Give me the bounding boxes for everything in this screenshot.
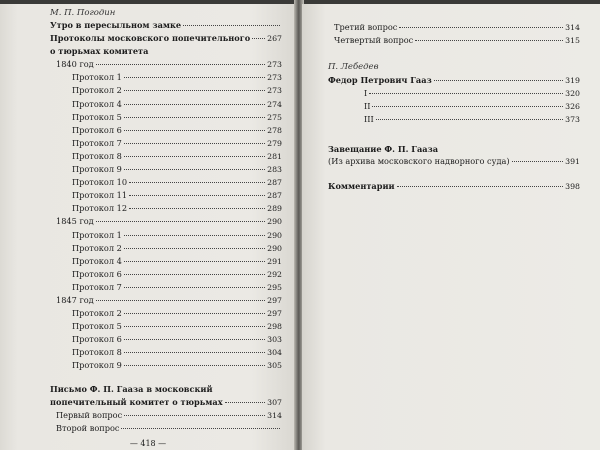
dot-leader: [124, 261, 265, 262]
toc-entry: [50, 321, 282, 334]
dot-leader: [124, 326, 265, 327]
toc-entry-page: 289: [267, 204, 282, 214]
toc-entry: [50, 308, 282, 321]
dot-leader: [372, 106, 563, 107]
toc-entry-text: Протокол 4: [72, 255, 122, 266]
toc-entry: [328, 75, 580, 88]
toc-entry-page: 303: [267, 335, 282, 345]
dot-leader: [129, 182, 265, 183]
toc-entry: [50, 177, 282, 190]
dot-leader: [252, 38, 265, 39]
toc-entry-page: 290: [267, 243, 282, 253]
toc-entry: [50, 33, 282, 46]
dot-leader: [124, 248, 265, 249]
toc-entry: [50, 423, 282, 436]
dot-leader: [399, 27, 563, 28]
dot-leader: [124, 313, 265, 314]
toc-entry-text: Протокол 2: [72, 308, 122, 319]
toc-entry-text: Протокол 6: [72, 268, 122, 279]
toc-entry-page: 304: [267, 348, 282, 358]
toc-entry-page: 297: [267, 295, 282, 305]
toc-entry: [50, 112, 282, 125]
toc-entry: [50, 99, 282, 112]
toc-entry: [50, 256, 282, 269]
dot-leader: [376, 119, 563, 120]
toc-entry-text: Протокол 9: [72, 360, 122, 371]
toc-entry-page: 275: [267, 112, 282, 122]
toc-entry-comments: [328, 181, 580, 194]
toc-entry: [50, 243, 282, 256]
toc-entry-text: I: [364, 88, 368, 99]
toc-entry-page: 283: [267, 165, 282, 175]
toc-entry-page: 279: [267, 138, 282, 148]
dot-leader: [129, 208, 265, 209]
dot-leader: [124, 339, 265, 340]
toc-entry-text: Третий вопрос: [334, 22, 398, 32]
toc-entry-text: Протокол 2: [72, 242, 122, 253]
toc-entry: [50, 230, 282, 243]
toc-entry-text: Протокол 7: [72, 137, 122, 148]
dot-leader: [512, 161, 564, 162]
toc-entry: [50, 72, 282, 85]
toc-list-questions: [328, 22, 580, 48]
dot-leader: [415, 40, 563, 41]
toc-entry: [50, 397, 282, 410]
author-pogodin: М. П. Погодин: [50, 8, 116, 18]
dot-leader: [124, 104, 265, 105]
toc-entry-page: 290: [267, 217, 282, 227]
toc-entry-page: 297: [267, 309, 282, 319]
toc-entry: [50, 138, 282, 151]
toc-entry-page: 391: [565, 156, 580, 166]
toc-list-haaz: [328, 75, 580, 127]
toc-entry: [50, 360, 282, 373]
toc-entry-text: Протоколы московского попечительного: [50, 33, 251, 44]
toc-list-pogodin: [50, 20, 282, 374]
dot-leader: [96, 300, 265, 301]
toc-entry-page: 295: [267, 282, 282, 292]
dot-leader: [124, 274, 265, 275]
page-number: — 418 —: [129, 439, 167, 448]
toc-entry: [328, 114, 580, 127]
toc-entry-text: Протокол 6: [72, 124, 122, 135]
dot-leader: [124, 287, 265, 288]
toc-entry-text: (Из архива московского надворного суда): [328, 155, 510, 166]
toc-entry-text: Протокол 8: [72, 150, 122, 161]
toc-entry-page: 307: [267, 397, 282, 407]
toc-entry-text: попечительный комитет о тюрьмах: [50, 396, 223, 407]
toc-entry: [50, 125, 282, 138]
toc-entry-text: Четвертый вопрос: [334, 35, 414, 46]
toc-entry-text: Федор Петрович Гааз: [328, 75, 432, 86]
toc-entry-text: Протокол 5: [72, 321, 122, 332]
toc-entry-text: 1845 год: [56, 216, 94, 227]
toc-entry: [50, 216, 282, 229]
toc-entry: [50, 384, 282, 397]
toc-entry: [50, 85, 282, 98]
dot-leader: [124, 90, 265, 91]
author-lebedev: П. Лебедев: [328, 62, 379, 73]
toc-entry-text: Протокол 8: [72, 347, 122, 358]
toc-entry-text: Протокол 6: [72, 334, 122, 345]
toc-entry: [50, 347, 282, 360]
toc-entry: [50, 190, 282, 203]
dot-leader: [124, 117, 265, 118]
toc-entry-text: Протокол 1: [72, 72, 122, 83]
toc-entry-page: 274: [267, 99, 282, 109]
toc-entry: [328, 35, 580, 48]
toc-entry-page: 273: [267, 73, 282, 83]
toc-entry: [328, 101, 580, 114]
toc-entry: [50, 20, 282, 33]
spacer: [328, 169, 580, 181]
toc-entry-page: 398: [565, 181, 580, 191]
toc-entry: [50, 164, 282, 177]
dot-leader: [124, 365, 265, 366]
toc-entry-page: 290: [267, 230, 282, 240]
toc-entry-text: Протокол 9: [72, 164, 122, 175]
dot-leader: [124, 235, 265, 236]
dot-leader: [397, 186, 564, 187]
dot-leader: [124, 130, 265, 131]
toc-entry-page: 373: [565, 115, 580, 125]
dot-leader: [124, 143, 265, 144]
toc-entry-page: 287: [267, 178, 282, 188]
toc-entry-text: Протокол 2: [72, 85, 122, 96]
toc-entry-text: Протокол 5: [72, 111, 122, 122]
toc-entry: [50, 46, 282, 59]
toc-entry-page: 319: [565, 76, 580, 86]
toc-entry-page: 273: [267, 60, 282, 70]
left-page: [0, 4, 296, 450]
toc-entry: [50, 410, 282, 423]
toc-list-letter: [50, 384, 282, 436]
toc-entry-page: 314: [267, 410, 282, 420]
toc-entry-page: 292: [267, 269, 282, 279]
toc-entry-text: Протокол 7: [72, 281, 122, 292]
toc-entry-text: Протокол 10: [72, 177, 128, 188]
toc-entry-page: 320: [565, 89, 580, 99]
dot-leader: [434, 80, 563, 81]
toc-entry-text: Первый вопрос: [56, 409, 123, 420]
toc-entry-text: Протокол 11: [72, 190, 128, 201]
toc-entry: [50, 59, 282, 72]
toc-entry-text: о тюрьмах комитета: [50, 46, 149, 57]
toc-entry-page: 305: [267, 361, 282, 371]
dot-leader: [124, 415, 265, 416]
toc-entry-page: 326: [565, 102, 580, 112]
toc-entry-page: 281: [267, 151, 282, 161]
toc-entry-text: II: [364, 101, 371, 112]
dot-leader: [183, 25, 280, 26]
dot-leader: [124, 169, 265, 170]
toc-entry-page: 273: [267, 86, 282, 96]
toc-entry: [328, 22, 580, 35]
toc-entry-page: 267: [267, 34, 282, 44]
dot-leader: [369, 93, 563, 94]
toc-entry: [50, 151, 282, 164]
dot-leader: [124, 352, 265, 353]
toc-entry: [50, 269, 282, 282]
toc-entry-text: 1847 год: [56, 294, 94, 305]
toc-entry-text: Протокол 12: [72, 203, 128, 214]
toc-entry-text: Письмо Ф. П. Гааза в московский: [50, 383, 213, 394]
toc-entry-page: 287: [267, 191, 282, 201]
toc-entry: [328, 88, 580, 101]
toc-entry-text: Комментарии: [328, 180, 395, 191]
dot-leader: [96, 221, 265, 222]
dot-leader: [124, 77, 265, 78]
toc-entry-testament: [328, 156, 580, 169]
toc-entry: [50, 282, 282, 295]
spacer: [328, 128, 580, 144]
testament-title: Завещание Ф. П. Гааза: [328, 143, 439, 154]
toc-entry: [50, 334, 282, 347]
toc-entry: [50, 295, 282, 308]
right-page: [302, 4, 600, 450]
spacer: [50, 374, 282, 384]
toc-entry-page: 298: [267, 322, 282, 332]
dot-leader: [124, 156, 265, 157]
toc-entry-text: Протокол 4: [72, 98, 122, 109]
dot-leader: [121, 428, 280, 429]
toc-entry-text: Утро в пересыльном замке: [50, 20, 182, 30]
toc-entry-text: Второй вопрос: [56, 422, 120, 433]
toc-entry-page: 315: [565, 36, 580, 46]
toc-entry-page: 314: [565, 23, 580, 32]
toc-entry-text: 1840 год: [56, 59, 94, 70]
toc-entry-text: III: [364, 114, 374, 125]
toc-entry: [50, 203, 282, 216]
toc-entry-text: Протокол 1: [72, 229, 122, 240]
dot-leader: [129, 195, 265, 196]
dot-leader: [225, 402, 266, 403]
dot-leader: [96, 64, 265, 65]
toc-entry-page: 291: [267, 256, 282, 266]
toc-entry-page: 278: [267, 125, 282, 135]
